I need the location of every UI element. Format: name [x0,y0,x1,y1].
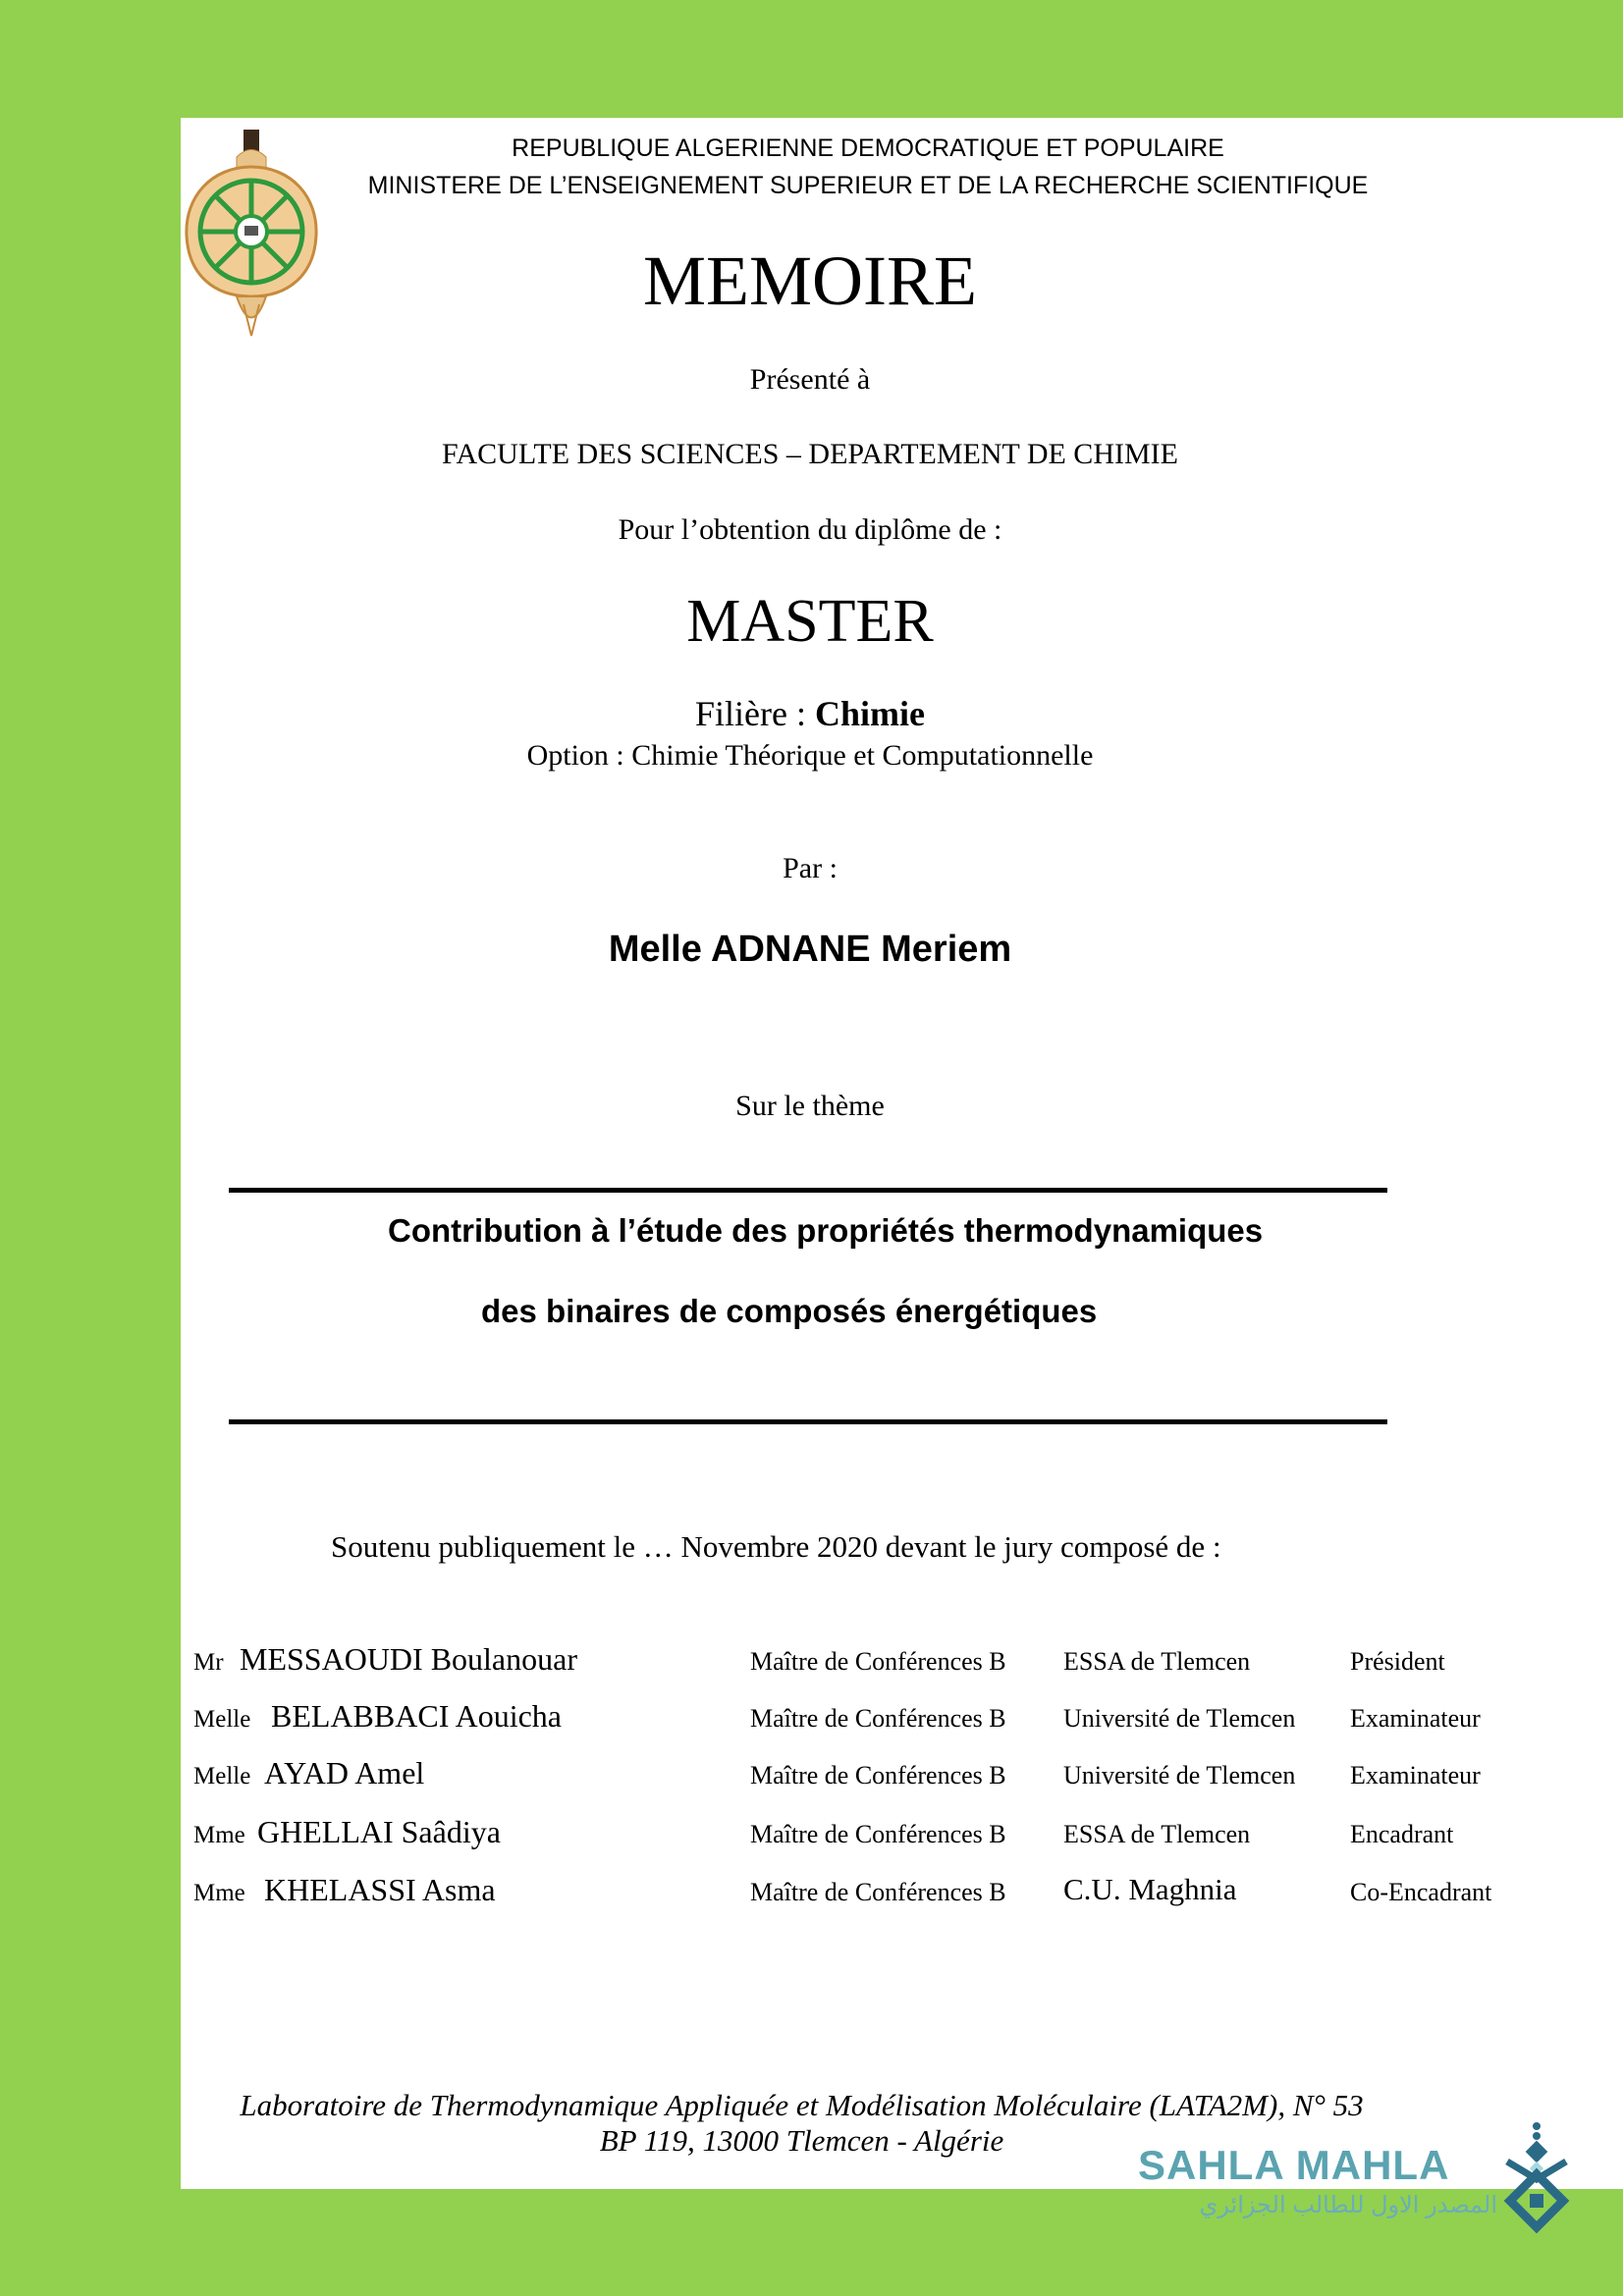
thesis-title-line1: Contribution à l’étude des propriétés thermodynamiques [388,1212,1264,1249]
jury-civility: Melle [193,1706,251,1733]
jury-grade: Maître de Conférences B [750,1761,1006,1789]
jury-name: GHELLAI Saâdiya [257,1814,501,1849]
jury-institution: ESSA de Tlemcen [1063,1647,1251,1676]
sahla-mahla-watermark [1134,2120,1586,2238]
jury-grade: Maître de Conférences B [750,1704,1006,1733]
footer-address: BP 119, 13000 Tlemcen - Algérie [599,2123,1004,2158]
jury-institution: ESSA de Tlemcen [1063,1820,1251,1848]
theme-label: Sur le thème [735,1090,885,1122]
watermark-brand: SAHLA MAHLA [1138,2142,1450,2188]
divider-top [229,1188,1387,1193]
jury-name: KHELASSI Asma [264,1872,496,1907]
jury-row [193,1641,1548,1681]
watermark-tagline: المصدر الاول للطالب الجزائري [1199,2192,1497,2218]
by-label: Par : [783,852,838,884]
header-republic: REPUBLIQUE ALGERIENNE DEMOCRATIQUE ET POPULAIRE [512,134,1224,162]
jury-civility: Mme [193,1822,245,1848]
jury-row [193,1872,1548,1911]
header-ministry: MINISTERE DE L’ENSEIGNEMENT SUPERIEUR ET DE LA RECHERCHE SCIENTIFIQUE [367,172,1369,199]
footer-lab: Laboratoire de Thermodynamique Appliquée et Modélisation Moléculaire (LATA2M), N° 53 [240,2088,1364,2122]
field-value: Chimie [814,694,925,733]
jury-role: Examinateur [1350,1704,1481,1733]
document-title: MEMOIRE [643,241,977,320]
thesis-title-line2: des binaires de composés énergétiques [481,1293,1098,1329]
jury-name: AYAD Amel [264,1755,425,1790]
field [181,693,1439,734]
sahla-mahla-logo-icon [1502,2120,1571,2238]
jury-role: Examinateur [1350,1761,1481,1789]
jury-row [193,1814,1548,1853]
jury-grade: Maître de Conférences B [750,1647,1006,1676]
jury-role: Président [1350,1647,1445,1676]
jury-institution: C.U. Maghnia [1063,1872,1237,1906]
jury-row [193,1755,1548,1794]
jury-row [193,1698,1548,1737]
jury-role: Encadrant [1350,1820,1454,1848]
jury-institution: Université de Tlemcen [1063,1761,1296,1789]
jury-role: Co-Encadrant [1350,1878,1492,1906]
jury-name: BELABBACI Aouicha [271,1698,562,1734]
jury-civility: Mme [193,1880,245,1906]
degree: MASTER [686,588,934,655]
presented-to: Présenté à [749,363,871,396]
jury-civility: Mr [193,1649,224,1676]
faculty: FACULTE DES SCIENCES – DEPARTEMENT DE CHIMIE [442,438,1178,470]
author-name: Melle ADNANE Meriem [608,929,1012,970]
jury-civility: Melle [193,1763,251,1789]
option: Option : Chimie Théorique et Computationnelle [526,739,1094,772]
defense-statement: Soutenu publiquement le … Novembre 2020 devant le jury composé de : [331,1529,1221,1564]
field-label: Filière : [695,694,815,733]
jury-name: MESSAOUDI Boulanouar [240,1641,577,1677]
divider-bottom [229,1419,1387,1424]
jury-institution: Université de Tlemcen [1063,1704,1296,1733]
diploma-intro: Pour l’obtention du diplôme de : [618,513,1002,546]
jury-grade: Maître de Conférences B [750,1878,1006,1906]
jury-grade: Maître de Conférences B [750,1820,1006,1848]
